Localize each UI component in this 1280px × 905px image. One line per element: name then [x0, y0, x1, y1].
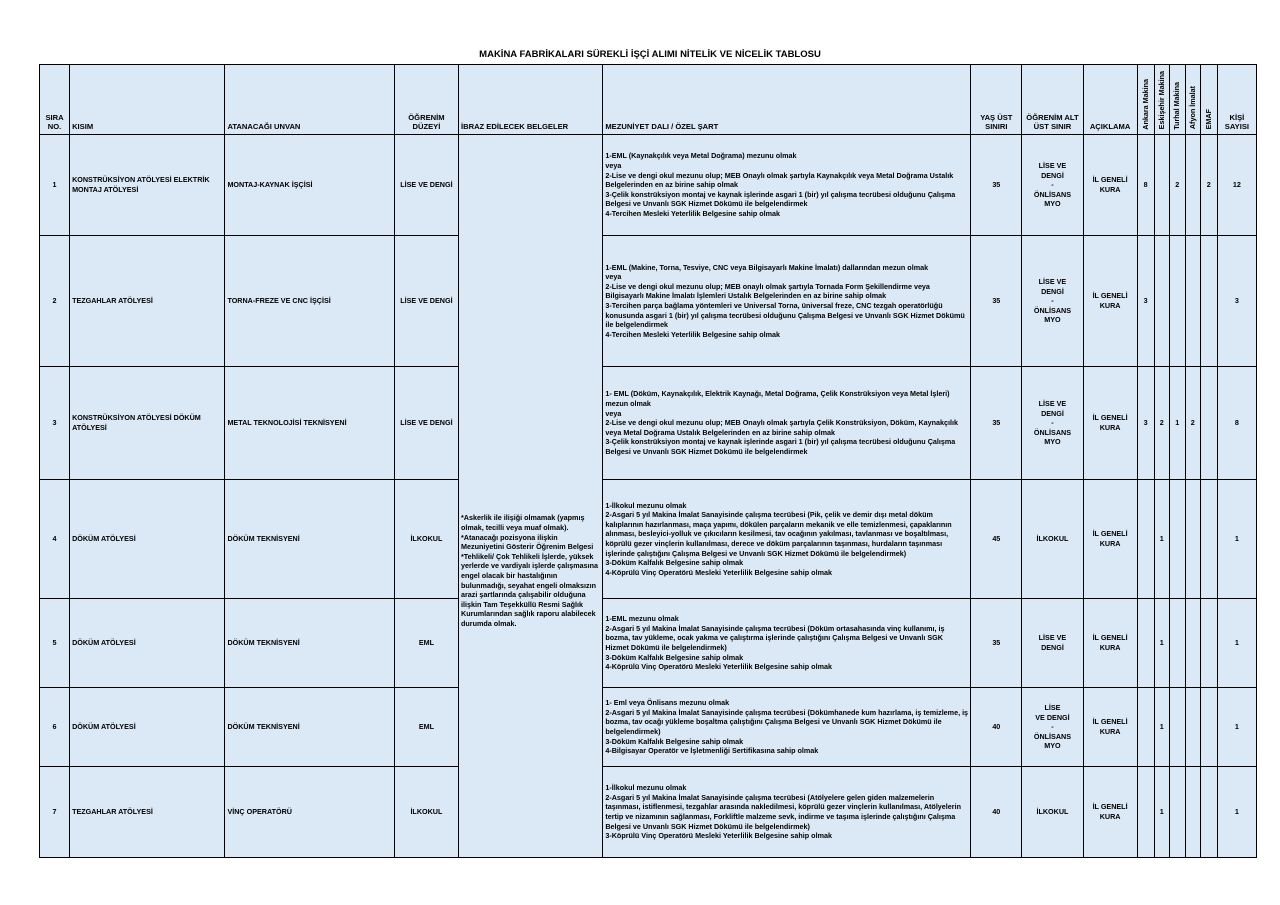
row-turhal: 1	[1169, 367, 1185, 480]
page-title: MAKİNA FABRİKALARI SÜREKLİ İŞÇİ ALIMI NİTELİK VE NİCELİK TABLOSU	[479, 49, 821, 60]
row-ankara	[1137, 688, 1154, 767]
row-kisim: DÖKÜM ATÖLYESİ	[70, 599, 225, 688]
row-eskisehir: 1	[1154, 688, 1169, 767]
mezuniyet-line: 1-İlkokul mezunu olmak	[605, 500, 687, 510]
table-row	[40, 767, 1257, 858]
header-kisim: KISIM	[70, 65, 225, 135]
row-eskisehir	[1154, 236, 1169, 367]
row-aciklama: İL GENELİ KURA	[1083, 599, 1137, 688]
row-eskisehir: 1	[1154, 480, 1169, 599]
sinir-line: DENGİ	[1041, 170, 1064, 180]
row-unvan: DÖKÜM TEKNİSYENİ	[225, 480, 394, 599]
criteria-table	[39, 64, 1257, 858]
row-afyon	[1185, 480, 1200, 599]
table-row	[40, 480, 1257, 599]
row-kisi: 3	[1217, 236, 1256, 367]
row-mezuniyet	[603, 367, 971, 480]
mezuniyet-line: 2-Asgari 5 yıl Makina İmalat Sanayisinde çalışma tecrübesi (Pik, çelik ve demir dışı metal döküm kalıplarının hazırlanması, maça yapımı, dökülen parçaların mekanik ve elle temizlenmesi, çapaklarının alınması, besleyici-yolluk ve çıkıcıların kesilmesi, tav ocağının yakılması, tavlanması ve boşaltılması, köprülü gezer vinçlerin kullanılması, derece ve döküm parçalarının taşınması, hurdaların taşınması işlerinde çalıştığını Çalışma Belgesi ve Unvanlı SGK Hizmet Dökümü ile belgelendirmek)	[605, 510, 952, 558]
row-kisim: DÖKÜM ATÖLYESİ	[70, 480, 225, 599]
row-kisim: KONSTRÜKSİYON ATÖLYESİ DÖKÜM ATÖLYESİ	[70, 367, 225, 480]
row-yas: 40	[971, 767, 1022, 858]
row-mezuniyet	[603, 135, 971, 236]
row-emaf	[1200, 367, 1217, 480]
row-unvan: MONTAJ-KAYNAK İŞÇİSİ	[225, 135, 394, 236]
row-afyon	[1185, 688, 1200, 767]
header-ogrenim: ÖĞRENİM DÜZEYİ	[394, 65, 458, 135]
row-ogrenim: LİSE VE DENGİ	[394, 236, 458, 367]
sinir-line: DENGİ	[1041, 286, 1064, 296]
mezuniyet-line: veya	[605, 408, 622, 418]
sinir-line: VE DENGİ	[1035, 712, 1070, 722]
header-eskisehir: Eskişehir Makina	[1154, 65, 1169, 135]
mezuniyet-line: 2-Asgari 5 yıl Makina İmalat Sanayisinde çalışma tecrübesi (Atölyelere gelen giden malzemelerin taşınması, istiflenmesi, tezgahlar arasında nakledilmesi, köprülü gezer vinçlerin kullanılması, Atölyelerin tertip ve nizamının sağlanması, Forkliftle malzeme sevk, indirme ve taşıma işlerinde çalıştığını Çalışma Belgesi ve Unvanlı SGK Hizmet Dökümü ile belgelendirmek)	[605, 792, 961, 831]
header-ogrenim-sinir: ÖĞRENİM ALT ÜST SINIR	[1022, 65, 1083, 135]
table-row	[40, 367, 1257, 480]
header-kisi: KİŞİ SAYISI	[1217, 65, 1256, 135]
mezuniyet-line: 3-Çelik konstrüksiyon montaj ve kaynak işlerinde asgari 1 (bir) yıl çalışma tecrübesi olduğunu Çalışma Belgesi ve Unvanlı SGK Hizmet Dökümü ile belgelendirmek	[605, 437, 956, 456]
row-eskisehir	[1154, 135, 1169, 236]
table-row	[40, 599, 1257, 688]
row-ankara	[1137, 480, 1154, 599]
row-eskisehir: 1	[1154, 767, 1169, 858]
row-yas: 35	[971, 599, 1022, 688]
mezuniyet-line: 1-İlkokul mezunu olmak	[605, 783, 687, 793]
row-yas: 40	[971, 688, 1022, 767]
row-unvan: DÖKÜM TEKNİSYENİ	[225, 599, 394, 688]
header-sira: SIRA NO.	[40, 65, 70, 135]
row-sira: 7	[40, 767, 70, 858]
row-sira: 4	[40, 480, 70, 599]
row-emaf	[1200, 480, 1217, 599]
mezuniyet-line: 1-EML (Makine, Torna, Tesviye, CNC veya Bilgisayarlı Makine İmalatı) dallarından mezun olmak	[605, 262, 929, 272]
sinir-line: ÖNLİSANS	[1033, 305, 1072, 315]
mezuniyet-line: 2-Asgari 5 yıl Makina İmalat Sanayisinde çalışma tecrübesi (Döküm ortasahasında vinç kullanımı, iş bozma, tav yükleme, ocak yakma ve çalıştırma işlerinde çalıştığını Çalışma Belgesi ve Unvanlı SGK Hizmet Dökümü ile belgelendirmek)	[605, 623, 945, 652]
row-kisim: KONSTRÜKSİYON ATÖLYESİ ELEKTRİK MONTAJ ATÖLYESİ	[70, 135, 225, 236]
row-sira: 5	[40, 599, 70, 688]
table-row	[40, 688, 1257, 767]
row-aciklama: İL GENELİ KURA	[1083, 688, 1137, 767]
row-yas: 35	[971, 367, 1022, 480]
sinir-line: LİSE VE	[1038, 399, 1067, 409]
sinir-line: MYO	[1044, 437, 1061, 447]
row-emaf	[1200, 236, 1217, 367]
header-afyon: Afyon İmalat	[1185, 65, 1200, 135]
row-ogrenim: İLKOKUL	[394, 767, 458, 858]
row-aciklama: İL GENELİ KURA	[1083, 236, 1137, 367]
row-ogrenim: İLKOKUL	[394, 480, 458, 599]
mezuniyet-line: 4-Tercihen Mesleki Yeterlilik Belgesine sahip olmak	[605, 329, 781, 339]
row-yas: 35	[971, 135, 1022, 236]
sinir-line: LİSE	[1044, 703, 1061, 713]
row-sira: 3	[40, 367, 70, 480]
mezuniyet-line: 1-EML mezunu olmak	[605, 614, 679, 624]
row-afyon	[1185, 236, 1200, 367]
table-row	[40, 135, 1257, 236]
row-kisi: 1	[1217, 599, 1256, 688]
row-mezuniyet	[603, 236, 971, 367]
sinir-line: -	[1051, 418, 1054, 428]
sinir-line: LİSE VE	[1038, 161, 1067, 171]
row-ogrenim-sinir	[1022, 688, 1083, 767]
mezuniyet-line: 2-Asgari 5 yıl Makina İmalat Sanayisinde çalışma tecrübesi (Dökümhanede kum hazırlama, iş temizleme, iş bozma, tav ocağı yükleme boşaltma çalıştığını Çalışma Belgesi ve Unvanlı SGK Hizmet Dökümü ile belgelendirmek)	[605, 707, 969, 736]
row-eskisehir: 1	[1154, 599, 1169, 688]
mezuniyet-line: 4-Köprülü Vinç Operatörü Mesleki Yeterlilik Belgesine sahip olmak	[605, 662, 832, 672]
row-aciklama: İL GENELİ KURA	[1083, 767, 1137, 858]
row-unvan: DÖKÜM TEKNİSYENİ	[225, 688, 394, 767]
row-mezuniyet	[603, 480, 971, 599]
mezuniyet-line: 3-Tercihen parça bağlama yöntemleri ve Universal Torna, üniversal freze, CNC tezgah operatörlüğü konusunda asgari 1 (bir) yıl çalışma tecrübesi olduğunu Çalışma Belgesi ve Unvanlı SGK Hizmet Dökümü ile belgelendirmek	[605, 301, 965, 330]
row-ogrenim-sinir	[1022, 135, 1083, 236]
sinir-line: -	[1051, 180, 1054, 190]
mezuniyet-line: 1- Eml veya Önlisans mezunu olmak	[605, 698, 730, 708]
row-afyon	[1185, 767, 1200, 858]
row-turhal	[1169, 688, 1185, 767]
table-body	[40, 135, 1257, 858]
mezuniyet-line: 4-Tercihen Mesleki Yeterlilik Belgesine sahip olmak	[605, 208, 781, 218]
header-row	[40, 65, 1257, 135]
sinir-line: ÖNLİSANS	[1033, 427, 1072, 437]
mezuniyet-line: veya	[605, 161, 622, 171]
row-ogrenim-sinir	[1022, 599, 1083, 688]
row-ogrenim: LİSE VE DENGİ	[394, 367, 458, 480]
sinir-line: İLKOKUL	[1036, 807, 1069, 817]
row-turhal: 2	[1169, 135, 1185, 236]
row-emaf	[1200, 599, 1217, 688]
header-emaf: EMAF	[1200, 65, 1217, 135]
belgeler-cell: *Askerlik ile ilişiği olmamak (yapmış olmak, tecilli veya muaf olmak). *Atanacağı pozisyona ilişkin Mezuniyetini Gösterir Öğrenim Belgesi *Tehlikeli/ Çok Tehlikeli İşlerde, yüksek yerlerde ve vardiyalı işlerde çalışmasına engel olacak bir hastalığının bulunmadığı, seyahat engeli olmaksızın arazi şartlarında çalışabilir olduğuna ilişkin Tam Teşekküllü Resmi Sağlık Kurumlarından sağlık raporu alabilecek durumda olmak.	[459, 135, 603, 858]
row-turhal	[1169, 480, 1185, 599]
row-afyon: 2	[1185, 367, 1200, 480]
row-ogrenim: EML	[394, 599, 458, 688]
row-unvan: METAL TEKNOLOJİSİ TEKNİSYENİ	[225, 367, 394, 480]
sinir-line: LİSE VE	[1038, 277, 1067, 287]
row-eskisehir: 2	[1154, 367, 1169, 480]
header-yas: YAŞ ÜST SINIRI	[971, 65, 1022, 135]
mezuniyet-line: 2-Lise ve dengi okul mezunu olup; MEB onaylı olmak şartıyla Tornada Form Şekillendirme veya Bilgisayarlı Makine İmalatı İşlemleri Ustalık Belgelerinden en az birine sahip olmak	[605, 281, 930, 301]
header-ankara: Ankara Makina	[1137, 65, 1154, 135]
sinir-line: MYO	[1044, 741, 1061, 751]
row-unvan: TORNA-FREZE VE CNC İŞÇİSİ	[225, 236, 394, 367]
mezuniyet-line: 2-Lise ve dengi okul mezunu olup; MEB Onaylı olmak şartıyla Çelik Konstrüksiyon, Döküm, Kaynakçılık veya Metal Doğrama Ustalık Belgelerinden en az birine sahip olmak	[605, 418, 959, 437]
row-mezuniyet	[603, 688, 971, 767]
mezuniyet-line: 4-Köprülü Vinç Operatörü Mesleki Yeterlilik Belgesine sahip olmak	[605, 567, 832, 577]
row-kisi: 8	[1217, 367, 1256, 480]
row-ankara	[1137, 767, 1154, 858]
mezuniyet-line: 3-Döküm Kalfalık Belgesine sahip olmak	[605, 558, 744, 568]
header-unvan: ATANACAĞI UNVAN	[225, 65, 394, 135]
row-afyon	[1185, 135, 1200, 236]
row-afyon	[1185, 599, 1200, 688]
row-aciklama: İL GENELİ KURA	[1083, 367, 1137, 480]
row-kisim: DÖKÜM ATÖLYESİ	[70, 688, 225, 767]
row-kisi: 12	[1217, 135, 1256, 236]
mezuniyet-line: 1- EML (Döküm, Kaynakçılık, Elektrik Kaynağı, Metal Doğrama, Çelik Konstrüksiyon veya Metal İşleri) mezun olmak	[605, 389, 950, 409]
row-aciklama: İL GENELİ KURA	[1083, 135, 1137, 236]
row-ogrenim-sinir	[1022, 367, 1083, 480]
header-aciklama: AÇIKLAMA	[1083, 65, 1137, 135]
row-sira: 6	[40, 688, 70, 767]
sinir-line: ÖNLİSANS	[1033, 189, 1072, 199]
sinir-line: LİSE VE	[1038, 633, 1067, 643]
row-kisi: 1	[1217, 688, 1256, 767]
sinir-line: DENGİ	[1041, 643, 1064, 652]
header-mezuniyet: MEZUNİYET DALI / ÖZEL ŞART	[603, 65, 971, 135]
row-ankara: 3	[1137, 236, 1154, 367]
row-emaf: 2	[1200, 135, 1217, 236]
row-turhal	[1169, 236, 1185, 367]
sinir-line: İLKOKUL	[1036, 534, 1069, 544]
row-yas: 45	[971, 480, 1022, 599]
header-turhal: Turhal Makina	[1169, 65, 1185, 135]
row-ankara	[1137, 599, 1154, 688]
row-ankara: 3	[1137, 367, 1154, 480]
row-ankara: 8	[1137, 135, 1154, 236]
row-emaf	[1200, 767, 1217, 858]
header-belgeler: İBRAZ EDİLECEK BELGELER	[459, 65, 603, 135]
row-ogrenim-sinir	[1022, 480, 1083, 599]
sinir-line: MYO	[1044, 315, 1061, 325]
sinir-line: DENGİ	[1041, 408, 1064, 418]
row-kisim: TEZGAHLAR ATÖLYESİ	[70, 236, 225, 367]
sinir-line: MYO	[1044, 199, 1061, 209]
mezuniyet-line: 3-Döküm Kalfalık Belgesine sahip olmak	[605, 652, 744, 662]
row-kisi: 1	[1217, 767, 1256, 858]
mezuniyet-line: 3-Köprülü Vinç Operatörü Mesleki Yeterlilik Belgesine sahip olmak	[605, 831, 832, 841]
row-emaf	[1200, 688, 1217, 767]
row-unvan: VİNÇ OPERATÖRÜ	[225, 767, 394, 858]
row-sira: 1	[40, 135, 70, 236]
sinir-line: ÖNLİSANS	[1033, 731, 1072, 741]
row-ogrenim-sinir	[1022, 767, 1083, 858]
row-ogrenim: LİSE VE DENGİ	[394, 135, 458, 236]
mezuniyet-line: 2-Lise ve dengi okul mezunu olup; MEB Onaylı olmak şartıyla Kaynakçılık veya Metal Doğrama Ustalık Belgelerinden en az birine sahip olmak	[605, 170, 954, 190]
mezuniyet-line: 4-Bilgisayar Operatör ve İşletmenliği Sertifikasına sahip olmak	[605, 746, 819, 756]
row-kisi: 1	[1217, 480, 1256, 599]
row-mezuniyet	[603, 767, 971, 858]
row-yas: 35	[971, 236, 1022, 367]
mezuniyet-line: 3-Döküm Kalfalık Belgesine sahip olmak	[605, 736, 744, 746]
row-kisim: TEZGAHLAR ATÖLYESİ	[70, 767, 225, 858]
sinir-line: -	[1051, 722, 1054, 732]
row-mezuniyet	[603, 599, 971, 688]
mezuniyet-line: 1-EML (Kaynakçılık veya Metal Doğrama) mezunu olmak	[605, 151, 797, 161]
row-ogrenim-sinir	[1022, 236, 1083, 367]
row-turhal	[1169, 767, 1185, 858]
sinir-line: -	[1051, 296, 1054, 306]
row-ogrenim: EML	[394, 688, 458, 767]
mezuniyet-line: 3-Çelik konstrüksiyon montaj ve kaynak işlerinde asgari 1 (bir) yıl çalışma tecrübesi olduğunu Çalışma Belgesi ve Unvanlı SGK Hizmet Dökümü ile belgelendirmek	[605, 189, 956, 209]
table-row	[40, 236, 1257, 367]
row-sira: 2	[40, 236, 70, 367]
row-aciklama: İL GENELİ KURA	[1083, 480, 1137, 599]
mezuniyet-line: veya	[605, 272, 622, 282]
row-turhal	[1169, 599, 1185, 688]
